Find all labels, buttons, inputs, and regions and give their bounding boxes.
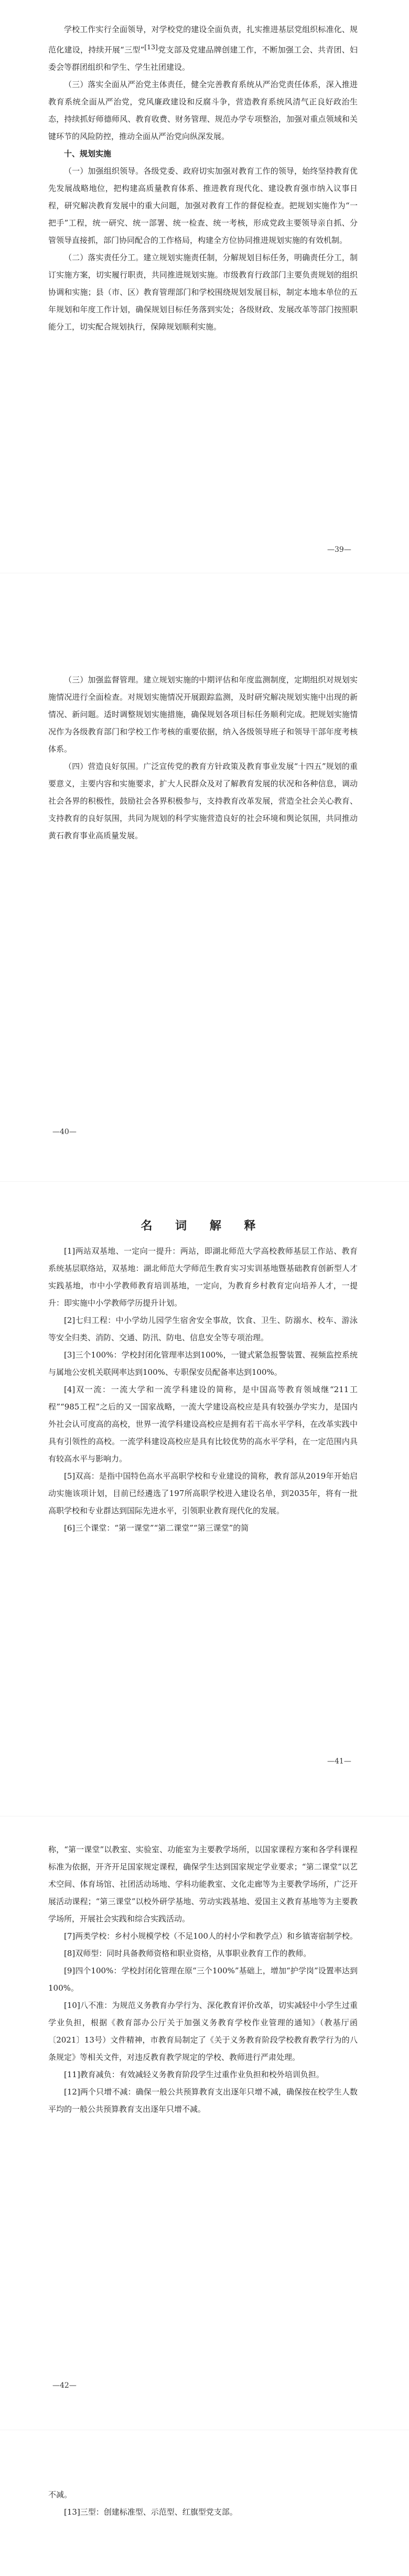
glossary-entry-12: [12]两个只增不减：确保一般公共预算教育支出逐年只增不减，确保按在校学生人数平均的一般公共预算教育支出逐年只增不减。 xyxy=(48,2087,358,2114)
glossary-entry-5: [5]双高：是指中国特色高水平高职学校和专业建设的简称，教育部从2019年开始启动实施该项计划，目前已经遴选了197所高职学校进入建设名单，到2035年，将有一批高职学校和专业群达到国际先进水平，引领职业教育现代化的发展。 xyxy=(48,1471,358,1515)
page-40-paragraph-2: （四）营造良好氛围。广泛宣传党的教育方针政策及教育事业发展“十四五”规划的重要意义，主要内容和实施要求，扩大人民群众及对了解教育发展的状况和各种信息，调动社会各界的积极性，鼓励社会各界积极参与，支持教育改革发展，营造全社会关心教育、支持教育的良好氛围，共同为规划的科学实施营造良好的社会环境和舆论氛围，共同推动黄石教育事业高质量发展。 xyxy=(48,762,358,840)
page-39-content xyxy=(48,21,358,336)
page-number-40: —40— xyxy=(52,1128,77,1136)
glossary-entry-12-cont: 不减。 xyxy=(48,2490,72,2499)
page-number-41: —41— xyxy=(327,1757,351,1766)
page-43 xyxy=(0,2434,409,2576)
page-39 xyxy=(0,0,409,572)
page-39-paragraph-1: 学校工作实行全面领导，对学校党的建设全面负责，扎实推进基层党组织标准化、规范化建设，持续开展“三型”[13]党支部及党建品牌创建工作，不断加强工会、共青团、妇委会等群团组织和学生、学生社团建设。 xyxy=(48,25,358,72)
page-39-paragraph-2: （三）落实全面从严治党主体责任，健全完善教育系统从严治党责任体系，深入推进教育系统全面从严治党，党风廉政建设和反腐斗争，营造教育系统风清气正良好政治生态，持续抓好师德师风、教育收费、财务管理、规范办学专项整治，加强对重点领域和关键环节的风险防控，推动全面从严治党向纵深发展。 xyxy=(48,80,358,141)
glossary-entry-6-cont: 称，“第一课堂”以教室、实验室、功能室为主要教学场所，以国家课程方案和各学科课程标准为依据，开齐开足国家规定课程，确保学生达到国家规定学业要求；“第二课堂”以艺术空间、体育场馆、社团活动场地、学科功能教室、文化走廊等为主要教学场所，广泛开展活动课程；“第三课堂”以校外研学基地、劳动实践基地、爱国主义教育基地等为主要教学场所，开展社会实践和综合实践活动。 xyxy=(48,1845,358,1923)
page-42 xyxy=(0,1820,409,2429)
glossary-entry-6: [6]三个课堂：“第一课堂”“第二课堂”“第三课堂”的简 xyxy=(64,1523,249,1533)
page-40-paragraph-1: （三）加强监督管理。建立规划实施的中期评估和年度监测制度，定期组织对规划实施情况进行全面检查。对规划实施情况开展跟踪监测，及时研究解决规划实施中出现的新情况、新问题。适时调整规划实施措施，确保规划各项目标任务顺利完成。把规划实施情况作为各级教育部门和学校工作考核的重要依据，纳入各级领导班子和领导干部年度考核体系。 xyxy=(48,675,358,754)
page-39-paragraph-3: （一）加强组织领导。各级党委、政府切实加强对教育工作的领导，始终坚持教育优先发展战略地位，把构建高质量教育体系、推进教育现代化、建设教育强市纳入议事日程，研究解决教育发展中的重大问题，加强对教育工作的督促检查。把规划实施作为“一把手”工程，统一研究、统一部署、统一检查、统一考核，形成党政主要领导亲自抓、分管领导直接抓，部门协同配合的工作格局，构建全方位协同推进规划实施的有效机制。 xyxy=(48,166,358,245)
glossary-entry-13: [13]三型：创建标准型、示范型、红旗型党支部。 xyxy=(64,2507,238,2517)
page-42-content xyxy=(48,1841,358,2118)
glossary-entry-1: [1]两站双基地、一定向一提升：两站，即湖北师范大学高校教师基层工作站、教育系统基层联络站，双基地：湖北师范大学师范生教育实习实训基地暨基础教育创新型人才实践基地，市中小学教师教育培训基地，一定向，为教育乡村教育定向培养人才，一提升：即实施中小学教师学历提升计划。 xyxy=(48,1246,358,1308)
page-number-42: —42— xyxy=(52,2381,77,2390)
glossary-title: 名 词 解 释 xyxy=(141,1220,265,1233)
glossary-entry-2: [2]七归工程：中小学幼儿园学生宿舍安全事故，饮食、卫生、防溺水、校车、游泳等安全归类、消防、交通、防汛、防电、信息安全等专项治理。 xyxy=(48,1316,358,1342)
page-41 xyxy=(0,1185,409,1815)
page-39-paragraph-4: （二）落实责任分工。建立规划实施责任制，分解规划目标任务，明确责任分工，制订实施方案，切实履行职责，共同推进规划实施。市级教育行政部门主要负责规划的组织协调和实施；县（市、区）教育管理部门和学校围绕规划发展目标，制定本地本单位的五年规划和年度工作计划，确保规划目标任务落到实处；各级财政、发展改革等部门按照职能分工，切实配合规划执行，保障规划顺利实施。 xyxy=(48,253,358,332)
glossary-entry-11: [11]教育减负：有效减轻义务教育阶段学生过重作业负担和校外培训负担。 xyxy=(64,2070,324,2079)
glossary-entry-9: [9]四个100%：学校封闭化管理在原“三个100%”基础上，增加“护学岗”设置率达到100%。 xyxy=(48,1966,358,1993)
glossary-entry-7: [7]两类学校：乡村小规模学校（不足100人的村小学和教学点）和乡镇寄宿制学校。 xyxy=(64,1931,358,1941)
page-divider xyxy=(0,1181,409,1182)
glossary-entry-3: [3]三个100%：学校封闭化管理率达到100%，一键式紧急报警装置、视频监控系统与属地公安机关联网率达到100%、专职保安员配备率达到100%。 xyxy=(48,1350,358,1377)
glossary-entry-8: [8]双师型：同时具备教师资格和职业资格，从事职业教育工作的教师。 xyxy=(64,1949,311,1958)
section-heading-planning: 十、规划实施 xyxy=(64,149,112,158)
page-43-content xyxy=(48,2486,358,2521)
page-40-content xyxy=(48,671,358,845)
page-41-content xyxy=(48,1217,358,1537)
glossary-entry-10: [10]八不准：为规范义务教育办学行为、深化教育评价改革，切实减轻中小学生过重学业负担，根据《教育部办公厅关于加强义务教育学校作业管理的通知》（教基厅函〔2021〕13号）文件精神，市教育局制定了《关于义务教育阶段学校教育教学行为的八条规定》等相关文件，对违反教育教学规定的学校、教师进行严肃处理。 xyxy=(48,2001,358,2062)
page-number-39: —39— xyxy=(327,546,351,554)
page-40 xyxy=(0,577,409,1180)
glossary-entry-4: [4]双一流：一流大学和一流学科建设的简称，是中国高等教育领域继“211工程”“985工程”之后的又一国家战略，一流大学建设高校应是具有较强办学实力，是国内外社会认可度高的高校，世界一流学科建设高校应是拥有若干高水平学科，在改革实践中具有引领性的高校。一流学科建设高校应是具有比较优势的高水平学科，在一定范围内具有较高水平与影响力。 xyxy=(48,1385,358,1463)
